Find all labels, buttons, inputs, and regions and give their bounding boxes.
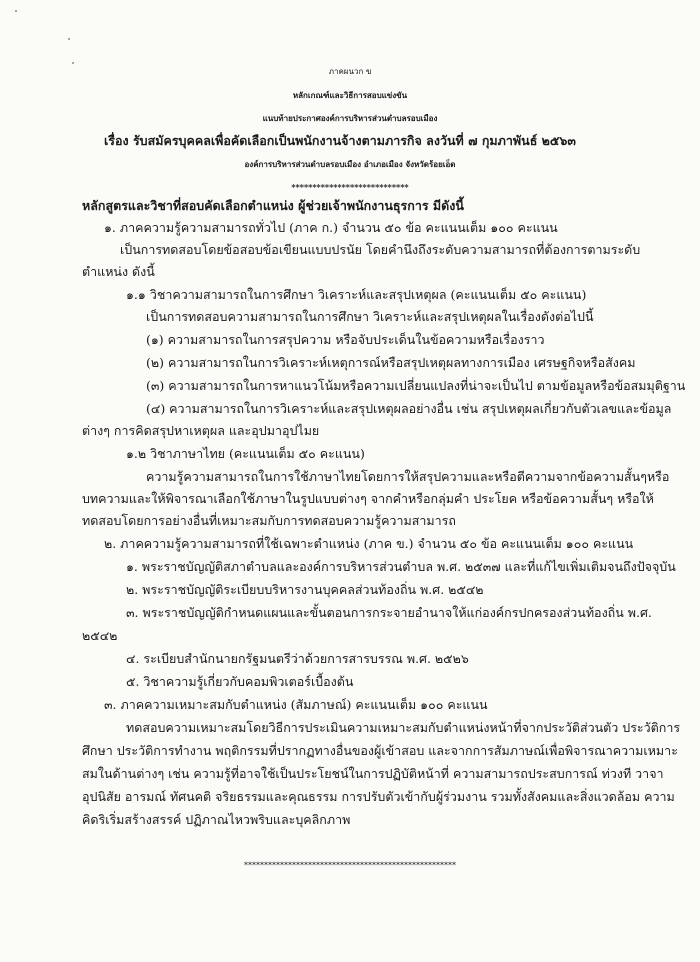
list-item-continued: ต่างๆ การคิดสรุปหาเหตุผล และอุปมาอุปไมย — [82, 423, 320, 438]
section-1-1-title: ๑.๑ วิชาความสามารถในการศึกษา วิเคราะห์และสรุปเหตุผล (คะแนนเต็ม ๕๐ คะแนน) — [126, 287, 587, 302]
section-1-2-paragraph: ความรู้ความสามารถในการใช้ภาษาไทยโดยการให้สรุปความและหรือตีความจากข้อความสั้นๆหรือ — [146, 469, 670, 484]
list-item: ๑. พระราชบัญญัติสภาตำบลและองค์การบริหารส่วนตำบล พ.ศ. ๒๕๓๗ และที่แก้ไขเพิ่มเติมจนถึงปัจจุบัน — [126, 559, 676, 574]
list-item: ๔. ระเบียบสำนักนายกรัฐมนตรีว่าด้วยการสารบรรณ พ.ศ. ๒๕๒๖ — [126, 651, 469, 666]
list-item-continued: ๒๕๔๒ — [82, 628, 118, 643]
section-1-2-title: ๑.๒ วิชาภาษาไทย (คะแนนเต็ม ๕๐ คะแนน) — [126, 446, 365, 461]
footer-stars: ***************************************************** — [244, 861, 456, 870]
list-item: ๓. พระราชบัญญัติกำหนดแผนและขั้นตอนการกระจายอำนาจให้แก่องค์กรปกครองส่วนท้องถิ่น พ.ศ. — [126, 605, 652, 620]
scan-speck — [15, 10, 17, 12]
section-1-2-paragraph: ทดสอบโดยการอย่างอื่นที่เหมาะสมกับการทดสอบความรู้ความสามารถ — [82, 513, 456, 528]
section-1-paragraph: เป็นการทดสอบโดยข้อสอบข้อเขียนแบบปรนัย โดยคำนึงถึงระดับความสามารถที่ต้องการตามระดับ — [120, 242, 641, 257]
section-1-paragraph: ตำแหน่ง ดังนี้ — [82, 264, 155, 279]
separator-stars: **************************** — [291, 182, 409, 192]
section-heading: หลักสูตรและวิชาที่สอบคัดเลือกตำแหน่ง ผู้ช่วยเจ้าพนักงานธุรการ มีดังนี้ — [82, 198, 464, 213]
section-3-paragraph: ศึกษา ประวัติการทำงาน พฤติกรรมที่ปรากฏทางอื่นของผู้เข้าสอบ และจากการสัมภาษณ์เพื่อพิจารณาความเหมาะ — [82, 743, 678, 758]
section-3-title: ๓. ภาคความเหมาะสมกับตำแหน่ง (สัมภาษณ์) คะแนนเต็ม ๑๐๐ คะแนน — [104, 697, 488, 712]
section-3-paragraph: ทดสอบความเหมาะสมโดยวิธีการประเมินความเหมาะสมกับตำแหน่งหน้าที่จากประวัติส่วนตัว ประวัติการ — [126, 720, 681, 735]
announcement-line: แนบท้ายประกาศองค์การบริหารส่วนตำบลรอบเมือง — [262, 113, 438, 123]
list-item: (๔) ความสามารถในการวิเคราะห์และสรุปเหตุผลอย่างอื่น เช่น สรุปเหตุผลเกี่ยวกับตัวเลขและข้อมูล — [146, 401, 672, 416]
section-3-paragraph: สมในด้านต่างๆ เช่น ความรู้ที่อาจใช้เป็นประโยชน์ในการปฏิบัติหน้าที่ ความสามารถประสบการณ์ ท่วงที วาจา — [82, 766, 664, 781]
list-item: (๑) ความสามารถในการสรุปความ หรือจับประเด็นในข้อความหรือเรื่องราว — [146, 332, 545, 347]
list-item: (๒) ความสามารถในการวิเคราะห์เหตุการณ์หรือสรุปเหตุผลทางการเมือง เศรษฐกิจหรือสังคม — [146, 355, 636, 370]
section-3-paragraph: คิดริเริ่มสร้างสรรค์ ปฏิภาณไหวพริบและบุคลิกภาพ — [82, 812, 351, 827]
section-1-title: ๑. ภาคความรู้ความสามารถทั่วไป (ภาค ก.) จำนวน ๕๐ ข้อ คะแนนเต็ม ๑๐๐ คะแนน — [104, 220, 558, 235]
subject-line: เรื่อง รับสมัครบุคคลเพื่อคัดเลือกเป็นพนักงานจ้างตามภารกิจ ลงวันที่ ๗ กุมภาพันธ์ ๒๕๖๓ — [104, 133, 576, 148]
list-item: (๓) ความสามารถในการหาแนวโน้มหรือความเปลี่ยนแปลงที่น่าจะเป็นไป ตามข้อมูลหรือข้อสมมุติฐาน — [146, 378, 686, 393]
section-3-paragraph: อุปนิสัย อารมณ์ ทัศนคติ จริยธรรมและคุณธรรม การปรับตัวเข้ากับผู้ร่วมงาน รวมทั้งสังคมและสิ่งแวดล้อม ความ — [82, 789, 675, 804]
appendix-label: ภาคผนวก ข — [328, 67, 372, 76]
criteria-title: หลักเกณฑ์และวิธีการสอบแข่งขัน — [292, 90, 408, 100]
list-item: ๕. วิชาความรู้เกี่ยวกับคอมพิวเตอร์เบื้องต้น — [126, 674, 354, 689]
section-1-2-paragraph: บทความและให้พิจารณาเลือกใช้ภาษาในรูปแบบต่างๆ จากคำหรือกลุ่มคำ ประโยค หรือข้อความสั้นๆ หรือให้ — [82, 491, 654, 506]
section-1-1-paragraph: เป็นการทดสอบความสามารถในการศึกษา วิเคราะห์และสรุปเหตุผลในเรื่องดังต่อไปนี้ — [146, 309, 594, 324]
scan-speck — [68, 38, 70, 40]
organization-line: องค์การบริหารส่วนตำบลรอบเมือง อำเภอเมือง จังหวัดร้อยเอ็ด — [244, 159, 456, 169]
section-2-title: ๒. ภาคความรู้ความสามารถที่ใช้เฉพาะตำแหน่ง (ภาค ข.) จำนวน ๕๐ ข้อ คะแนนเต็ม ๑๐๐ คะแนน — [104, 536, 634, 551]
list-item: ๒. พระราชบัญญัติระเบียบบริหารงานบุคคลส่วนท้องถิ่น พ.ศ. ๒๕๔๒ — [126, 582, 484, 597]
